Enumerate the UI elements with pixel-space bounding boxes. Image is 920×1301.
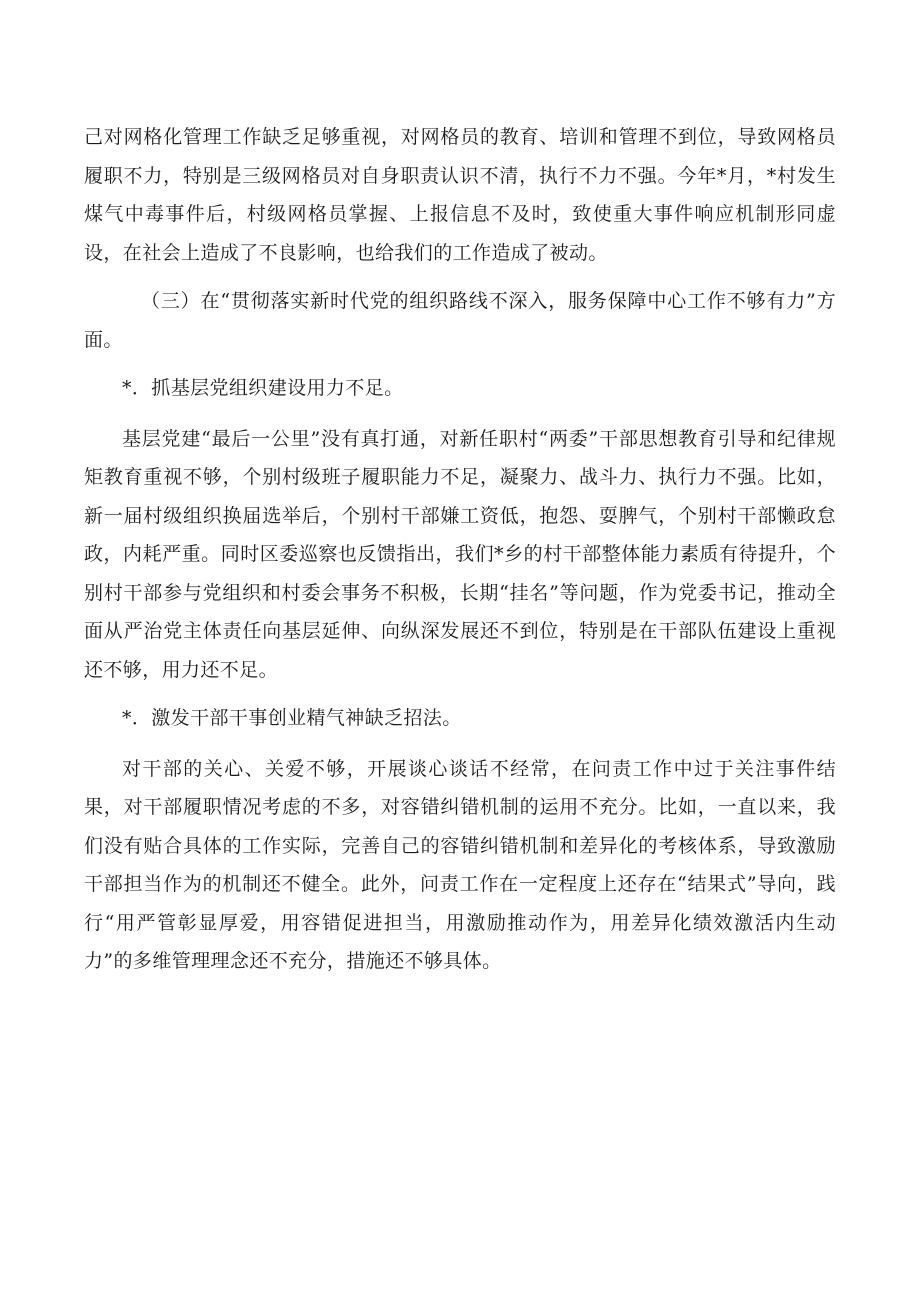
subheading-cadre-motivation: *．激发干部干事创业精气神缺乏招法。: [122, 707, 462, 729]
section-heading-three: （三）在“贯彻落实新时代党的组织路线不深入，服务保障中心工作不够有力”方面。: [84, 290, 836, 351]
paragraph-continuation: 己对网格化管理工作缺乏足够重视，对网格员的教育、培训和管理不到位，导致网格员履职不力，特别是三级网格员对自身职责认识不清，执行不力不强。今年*月，*村发生煤气中毒事件后，村级网格员掌握、上报信息不及时，致使重大事件响应机制形同虚设，在社会上造成了不良影响，也给我们的工作造成了被动。: [84, 126, 836, 264]
paragraph-grassroots-party: 基层党建“最后一公里”没有真打通，对新任职村“两委”干部思想教育引导和纪律规矩教育重视不够，个别村级班子履职能力不足，凝聚力、战斗力、执行力不强。比如，新一届村级组织换届选举后，个别村干部嫌工资低，抱怨、耍脾气，个别村干部懒政怠政，内耗严重。同时区委巡察也反馈指出，我们*乡的村干部整体能力素质有待提升，个别村干部参与党组织和村委会事务不积极，长期“挂名”等问题，作为党委书记，推动全面从严治党主体责任向基层延伸、向纵深发展还不到位，特别是在干部队伍建设上重视还不够，用力还不足。: [84, 427, 836, 681]
document-body: [84, 118, 836, 991]
subheading-grassroots-party: *．抓基层党组织建设用力不足。: [122, 377, 404, 399]
paragraph-cadre-motivation: 对干部的关心、关爱不够，开展谈心谈话不经常，在问责工作中过于关注事件结果，对干部履职情况考虑的不多，对容错纠错机制的运用不充分。比如，一直以来，我们没有贴合具体的工作实际，完善自己的容错纠错机制和差异化的考核体系，导致激励干部担当作为的机制还不健全。此外，问责工作在一定程度上还存在“结果式”导向，践行“用严管彰显厚爱，用容错促进担当，用激励推动作为，用差异化绩效激活内生动力”的多维管理理念还不充分，措施还不够具体。: [84, 757, 836, 972]
